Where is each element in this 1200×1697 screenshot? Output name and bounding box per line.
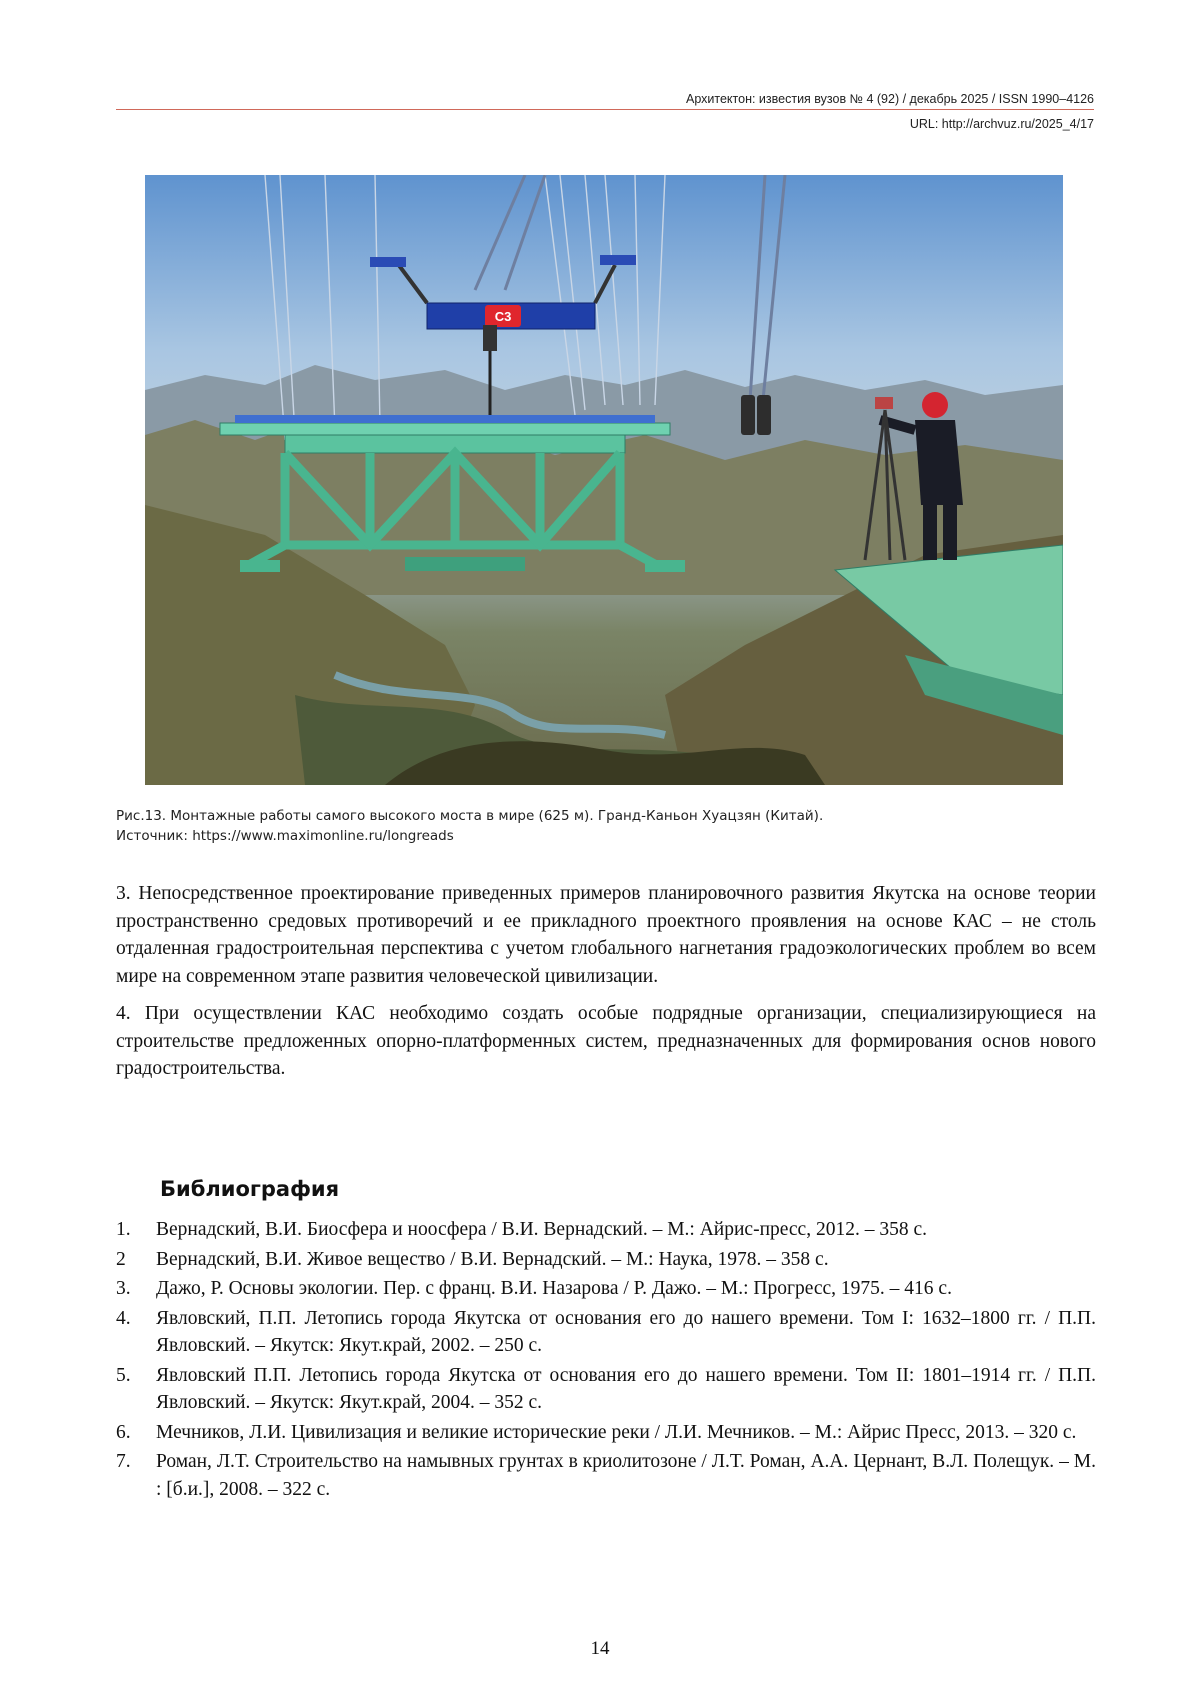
bibliography-text: Мечников, Л.И. Цивилизация и великие исторические реки / Л.И. Мечников. – М.: Айрис Пресс, 2013. – 320 с. [156,1421,1077,1443]
bibliography-number: 2 [116,1248,126,1270]
page-number: 14 [590,1638,610,1659]
article-url: URL: http://archvuz.ru/2025_4/17 [909,117,1094,131]
bibliography-item [116,1419,1096,1447]
bibliography-number: 3. [116,1278,131,1299]
bibliography-item [116,1216,1096,1244]
bibliography-item [116,1275,1096,1303]
paragraph-4: 4. При осуществлении КАС необходимо создать особые подрядные организации, специализирующиеся на строительстве предложенных опорно-платформенных систем, предназначенных для формирования основ нового градостроительства. [116,1003,1096,1079]
bibliography-number: 4. [116,1307,131,1329]
caption-source: Источник: https://www.maximonline.ru/longreads [116,828,454,844]
bibliography-text: Дажо, Р. Основы экологии. Пер. с франц. В.И. Назарова / Р. Дажо. – М.: Прогресс, 1975. – 416 с. [156,1278,952,1299]
bibliography-text: Вернадский, В.И. Живое вещество / В.И. Вернадский. – М.: Наука, 1978. – 358 с. [156,1248,829,1270]
bibliography-text: Вернадский, В.И. Биосфера и ноосфера / В.И. Вернадский. – М.: Айрис-пресс, 2012. – 358 с. [156,1219,927,1240]
paragraph-3: 3. Непосредственное проектирование приведенных примеров планировочного развития Якутска на основе теории пространственно средовых противоречий и ее прикладного проектного проявления на основе КАС – не столь отдаленная градостроительная перспектива с учетом глобального нагнетания градоэкологических проблем во всем мире на современном этапе развития человеческой цивилизации. [116,883,1096,987]
bibliography-heading: Библиография [160,1177,340,1201]
bibliography-text: Явловский, П.П. Летопись города Якутска от основания его до нашего времени. Том I: 1632–1800 гг. / П.П. Явловский. – Якутск: Якут.край, 2002. – 250 с. [156,1307,1096,1356]
journal-line: Архитектон: известия вузов № 4 (92) / декабрь 2025 / ISSN 1990–4126 [116,92,1094,110]
bibliography-text: Роман, Л.Т. Строительство на намывных грунтах в криолитозоне / Л.Т. Роман, А.А. Цернант, В.Л. Полещук. – М. : [б.и.], 2008. – 322 с. [156,1451,1096,1500]
bibliography-number: 6. [116,1421,131,1443]
body-text [116,880,1096,1093]
bibliography-number: 7. [116,1451,131,1472]
figure-caption [116,806,1096,846]
running-header [116,92,1094,131]
bibliography-item [116,1448,1096,1503]
bibliography-item [116,1246,1096,1274]
bibliography-number: 5. [116,1364,131,1386]
photo-illustration [145,175,1063,785]
caption-title: Рис.13. Монтажные работы самого высокого моста в мире (625 м). Гранд-Каньон Хуацзян (Китай). [116,808,824,824]
bibliography-text: Явловский П.П. Летопись города Якутска от основания его до нашего времени. Том II: 1801–1914 гг. / П.П. Явловский. – Якутск: Якут.край, 2004. – 352 с. [156,1364,1096,1413]
bibliography-number: 1. [116,1219,131,1240]
bibliography-item [116,1305,1096,1360]
bibliography-item [116,1362,1096,1417]
bibliography-list [116,1216,1096,1505]
bridge-construction-photo [145,175,1063,785]
gantry-sign-text: C3 [494,309,512,324]
